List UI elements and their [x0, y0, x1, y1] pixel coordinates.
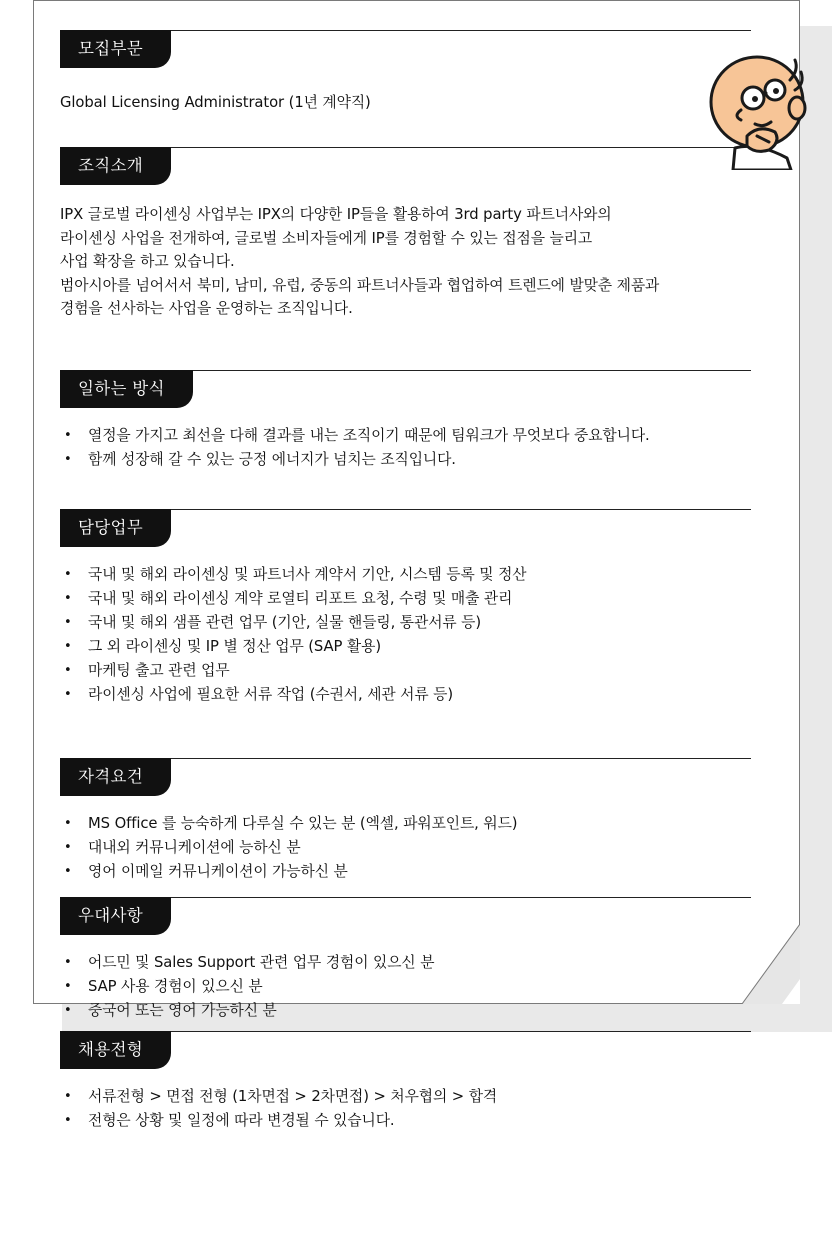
bullet-icon: • [64, 979, 72, 994]
bullet-icon: • [64, 428, 72, 443]
section-header [60, 147, 751, 187]
list-item: • 어드민 및 Sales Support 관련 업무 경험이 있으신 분 [60, 951, 751, 975]
list-item: • 대내외 커뮤니케이션에 능하신 분 [60, 836, 751, 860]
bullet-icon: • [64, 955, 72, 970]
job-posting-sheet [33, 0, 800, 1129]
section-title: 우대사항 [60, 897, 171, 935]
list-item: • SAP 사용 경험이 있으신 분 [60, 975, 751, 999]
section-title: 담당업무 [60, 509, 171, 547]
list-item: • 국내 및 해외 샘플 관련 업무 (기안, 실물 핸들링, 통관서류 등) [60, 611, 751, 635]
bullet-list [60, 1085, 751, 1133]
section-organization [60, 147, 751, 321]
list-item: • 영어 이메일 커뮤니케이션이 가능하신 분 [60, 860, 751, 884]
list-item: • 중국어 또는 영어 가능하신 분 [60, 999, 751, 1023]
bullet-icon: • [64, 639, 72, 654]
section-header [60, 370, 751, 410]
bullet-list [60, 563, 751, 707]
section-recruitment-field [60, 30, 751, 115]
section-responsibilities [60, 509, 751, 707]
paragraph-line: 라이센싱 사업을 전개하여, 글로벌 소비자들에게 IP를 경험할 수 있는 접점을 늘리고 [60, 229, 593, 247]
list-item: • 국내 및 해외 라이센싱 계약 로열티 리포트 요청, 수령 및 매출 관리 [60, 587, 751, 611]
section-work-style [60, 370, 751, 472]
bullet-icon: • [64, 840, 72, 855]
page-fold-corner [742, 924, 800, 1004]
section-header [60, 758, 751, 798]
section-header [60, 30, 751, 70]
section-title: 모집부문 [60, 30, 171, 68]
list-item: • 라이센싱 사업에 필요한 서류 작업 (수권서, 세관 서류 등) [60, 683, 751, 707]
list-item: • 전형은 상황 및 일정에 따라 변경될 수 있습니다. [60, 1109, 751, 1133]
section-title: 일하는 방식 [60, 370, 193, 408]
list-item: • 국내 및 해외 라이센싱 및 파트너사 계약서 기안, 시스템 등록 및 정산 [60, 563, 751, 587]
bullet-icon: • [64, 615, 72, 630]
list-item: • 열정을 가지고 최선을 다해 결과를 내는 조직이기 때문에 팀워크가 무엇보다 중요합니다. [60, 424, 751, 448]
section-header [60, 509, 751, 549]
section-title: 채용전형 [60, 1031, 171, 1069]
bullet-icon: • [64, 816, 72, 831]
bullet-icon: • [64, 567, 72, 582]
section-title: 자격요건 [60, 758, 171, 796]
position-name: Global Licensing Administrator (1년 계약직) [60, 94, 371, 111]
section-title: 조직소개 [60, 147, 171, 185]
bullet-icon: • [64, 864, 72, 879]
paragraph-line: 사업 확장을 하고 있습니다. [60, 253, 235, 270]
section-preferred [60, 897, 751, 1023]
list-item: • MS Office 를 능숙하게 다루실 수 있는 분 (엑셀, 파워포인트, 워드) [60, 812, 751, 836]
bullet-icon: • [64, 1113, 72, 1128]
bullet-icon: • [64, 1003, 72, 1018]
section-hiring-process [60, 1031, 751, 1133]
bullet-list [60, 951, 751, 1023]
bullet-icon: • [64, 687, 72, 702]
bullet-list [60, 424, 751, 472]
bullet-icon: • [64, 663, 72, 678]
bullet-list [60, 812, 751, 884]
section-header [60, 1031, 751, 1071]
list-item: • 함께 성장해 갈 수 있는 긍정 에너지가 넘치는 조직입니다. [60, 448, 751, 472]
section-qualifications [60, 758, 751, 884]
list-item: • 마케팅 출고 관련 업무 [60, 659, 751, 683]
paragraph-line: 범아시아를 넘어서서 북미, 남미, 유럽, 중동의 파트너사들과 협업하여 트렌드에 발맞춘 제품과 [60, 276, 660, 294]
bald-man-with-glasses-icon [695, 50, 810, 170]
paragraph-line: 경험을 선사하는 사업을 운영하는 조직입니다. [60, 300, 353, 317]
bullet-icon: • [64, 452, 72, 467]
bullet-icon: • [64, 591, 72, 606]
list-item: • 서류전형 > 면접 전형 (1차면접 > 2차면접) > 처우협의 > 합격 [60, 1085, 751, 1109]
list-item: • 그 외 라이센싱 및 IP 별 정산 업무 (SAP 활용) [60, 635, 751, 659]
section-header [60, 897, 751, 937]
bullet-icon: • [64, 1089, 72, 1104]
paragraph-line: IPX 글로벌 라이센싱 사업부는 IPX의 다양한 IP들을 활용하여 3rd party 파트너사와의 [60, 206, 612, 223]
